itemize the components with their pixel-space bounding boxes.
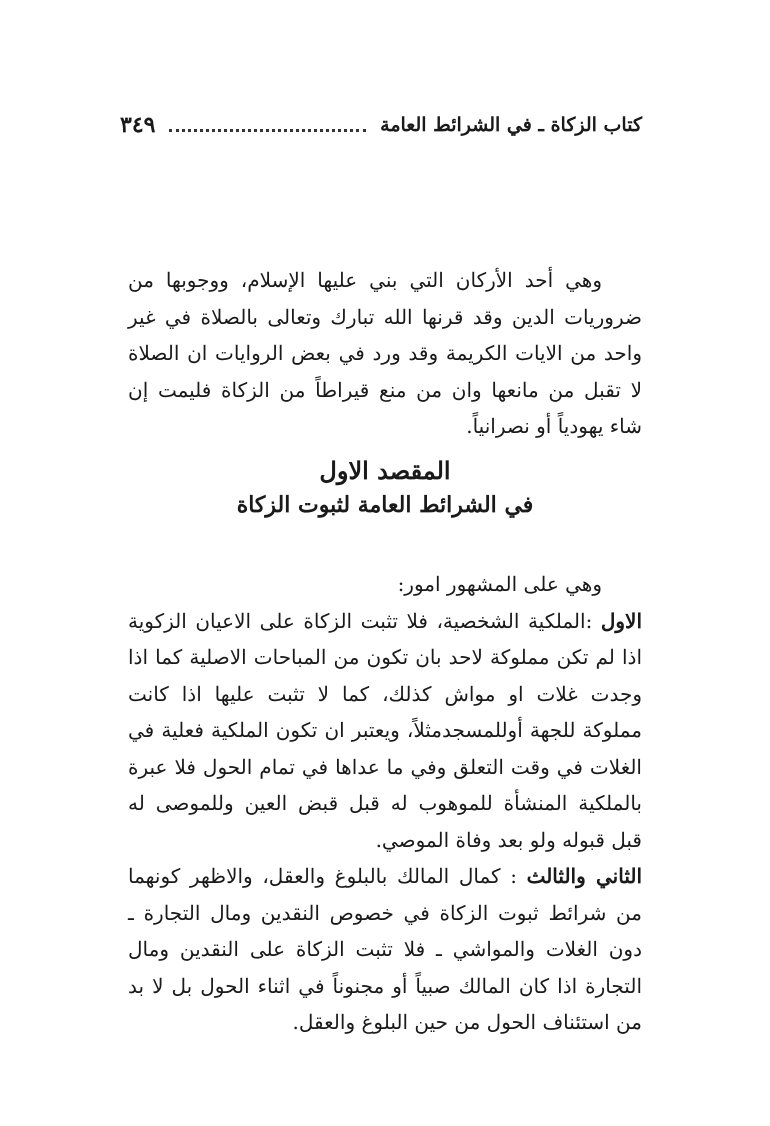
section-title: المقصد الاول: [319, 456, 451, 485]
first-condition-paragraph: [128, 603, 642, 859]
page-number: ٣٤٩: [120, 112, 156, 138]
second-third-condition-paragraph: [128, 858, 642, 1041]
lead-line: وهي على المشهور امور:: [397, 572, 602, 596]
second-third-condition-text: : كمال المالك بالبلوغ والعقل، والاظهر كونهما من شرائط ثبوت الزكاة في خصوص النقدين ومال التجارة ـ دون الغلات والمواشي ـ فلا تثبت الزكاة على النقدين ومال التجارة اذا كان المالك صبياً أو مجنوناً في اثناء الحول بل لا بد من استئناف الحول من حين البلوغ والعقل.: [128, 864, 643, 1034]
section-subtitle: في الشرائط العامة لثبوت الزكاة: [236, 492, 534, 518]
second-third-condition-label: الثاني والثالث: [526, 864, 642, 888]
dot-leader: [169, 127, 366, 132]
intro-paragraph: وهي أحد الأركان التي بني عليها الإسلام، ووجوبها من ضروريات الدين وقد قرنها الله تبارك وتعالى بالصلاة في غير واحد من الايات الكريمة وقد ورد في بعض الروايات ان الصلاة لا تقبل من مانعها وان من منع قيراطاً من الزكاة فليمت إن شاء يهودياً أو نصرانياً.: [128, 268, 642, 438]
conditions-block: [128, 566, 642, 1041]
running-head-title: كتاب الزكاة ـ في الشرائط العامة: [380, 114, 642, 136]
running-head: [120, 109, 642, 141]
intro-block: [128, 262, 642, 445]
first-condition-text: :الملكية الشخصية، فلا تثبت الزكاة على الاعيان الزكوية اذا لم تكن مملوكة لاحد بان تكون من المباحات الاصلية كما اذا وجدت غلات او مواش كذلك، كما لا تثبت عليها اذا كانت مملوكة للجهة أوللمسجدمثلاً، ويعتبر ان تكون الملكية فعلية في الغلات في وقت التعلق وفي ما عداها في تمام الحول فلا عبرة بالملكية المنشأة للموهوب له قبل قبض العين وللموصى له قبل قبوله ولو بعد وفاة الموصي.: [128, 608, 642, 852]
first-condition-label: الاول: [600, 608, 642, 633]
